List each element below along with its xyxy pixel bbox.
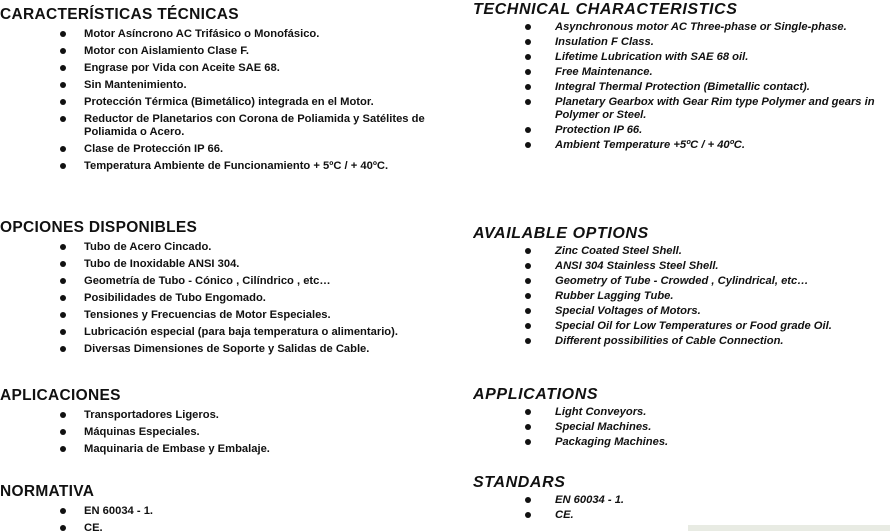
section-options (473, 225, 890, 348)
list-item: Asynchronous motor AC Three-phase or Single-phase. (473, 21, 890, 34)
list-item: Clase de Protección IP 66. (0, 143, 455, 156)
list-item: CE. (0, 522, 455, 531)
section-title: OPCIONES DISPONIBLES (0, 219, 198, 236)
list-item: Light Conveyors. (473, 406, 890, 419)
section-title: APPLICATIONS (473, 386, 599, 403)
list-item: Special Voltages of Motors. (473, 305, 890, 318)
list-item: Lubricación especial (para baja temperatura o alimentario). (0, 326, 455, 339)
bullet-list (0, 28, 455, 173)
bullet-list (0, 505, 455, 531)
list-item: Rubber Lagging Tube. (473, 290, 890, 303)
bullet-list (0, 241, 455, 356)
list-item: Maquinaria de Embase y Embalaje. (0, 443, 455, 456)
section-aplicaciones (0, 387, 455, 456)
list-item: CE. (473, 509, 890, 522)
list-item: Sin Mantenimiento. (0, 79, 455, 92)
list-item: Diversas Dimensiones de Soporte y Salidas de Cable. (0, 343, 455, 356)
list-item: Planetary Gearbox with Gear Rim type Polymer and gears in Polymer or Steel. (473, 96, 890, 122)
list-item: Protection IP 66. (473, 124, 890, 137)
list-item: Geometría de Tubo - Cónico , Cilíndrico , etc… (0, 275, 455, 288)
bullet-list (0, 409, 455, 456)
list-item: EN 60034 - 1. (473, 494, 890, 507)
list-item: Engrase por Vida con Aceite SAE 68. (0, 62, 455, 75)
list-item: Integral Thermal Protection (Bimetallic contact). (473, 81, 890, 94)
list-item: Lifetime Lubrication with SAE 68 oil. (473, 51, 890, 64)
section-title: NORMATIVA (0, 483, 95, 500)
list-item: Protección Térmica (Bimetálico) integrada en el Motor. (0, 96, 455, 109)
list-item: Packaging Machines. (473, 436, 890, 449)
bullet-list (473, 494, 890, 522)
list-item: Geometry of Tube - Crowded , Cylindrical, etc… (473, 275, 890, 288)
list-item: Ambient Temperature +5ºC / + 40ºC. (473, 139, 890, 152)
list-item: Zinc Coated Steel Shell. (473, 245, 890, 258)
list-item: EN 60034 - 1. (0, 505, 455, 518)
list-item: Transportadores Ligeros. (0, 409, 455, 422)
list-item: Máquinas Especiales. (0, 426, 455, 439)
list-item: ANSI 304 Stainless Steel Shell. (473, 260, 890, 273)
section-title: AVAILABLE OPTIONS (473, 225, 649, 242)
list-item: Posibilidades de Tubo Engomado. (0, 292, 455, 305)
bullet-list (473, 406, 890, 449)
list-item: Special Oil for Low Temperatures or Food grade Oil. (473, 320, 890, 333)
section-title: CARACTERÍSTICAS TÉCNICAS (0, 6, 239, 23)
section-title: TECHNICAL CHARACTERISTICS (473, 1, 738, 18)
section-title: STANDARS (473, 474, 566, 491)
list-item: Free Maintenance. (473, 66, 890, 79)
list-item: Tubo de Inoxidable ANSI 304. (0, 258, 455, 271)
bullet-list (473, 21, 890, 152)
section-technical (473, 1, 890, 152)
section-title: APLICACIONES (0, 387, 121, 404)
list-item: Tubo de Acero Cincado. (0, 241, 455, 254)
list-item: Special Machines. (473, 421, 890, 434)
corner-graphic (688, 525, 890, 531)
list-item: Insulation F Class. (473, 36, 890, 49)
section-standards (473, 474, 890, 522)
section-normativa (0, 483, 455, 531)
list-item: Motor con Aislamiento Clase F. (0, 45, 455, 58)
bullet-list (473, 245, 890, 348)
list-item: Tensiones y Frecuencias de Motor Especiales. (0, 309, 455, 322)
section-opciones (0, 219, 455, 356)
list-item: Different possibilities of Cable Connection. (473, 335, 890, 348)
list-item: Temperatura Ambiente de Funcionamiento + 5ºC / + 40ºC. (0, 160, 455, 173)
list-item: Reductor de Planetarios con Corona de Poliamida y Satélites de Poliamida o Acero. (0, 113, 455, 139)
section-applications (473, 386, 890, 449)
list-item: Motor Asíncrono AC Trifásico o Monofásico. (0, 28, 455, 41)
section-caracteristicas (0, 6, 455, 173)
english-column (473, 0, 890, 531)
